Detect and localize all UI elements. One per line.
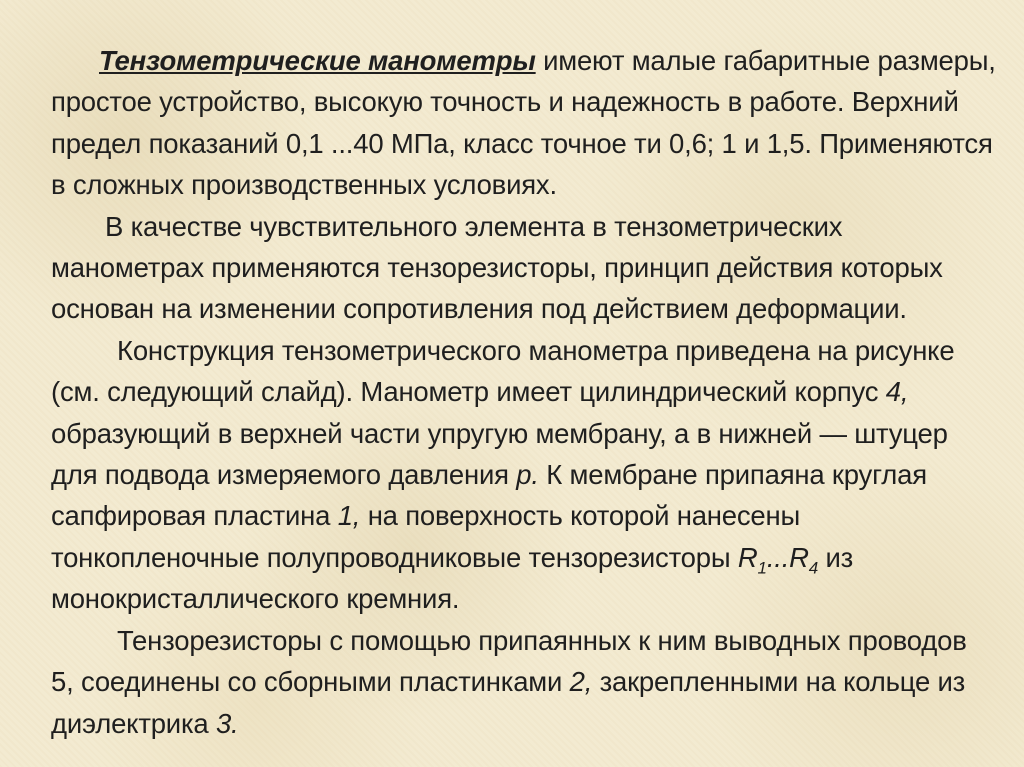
paragraph-3-part-a: Конструкция тензометрического манометра приведена на рисунке (см. следующий слайд). Манометр имеет цилиндрический корпус (51, 334, 955, 408)
paragraph-4-part-b: закрепленными на кольце из диэлектрика (51, 666, 966, 739)
resistor-subscript-4: 4 (808, 558, 819, 578)
slide-text-block (51, 40, 996, 744)
resistor-symbol-r: R (737, 541, 758, 573)
paragraph-3 (51, 330, 996, 620)
paragraph-3-part-e: из монокристаллического кремния. (51, 541, 854, 615)
paragraph-3-part-d: на поверхность которой нанесены тонкопленочные полупроводниковые тензорезисторы (51, 500, 801, 573)
paragraph-2-text: В качестве чувствительного элемента в тензометрических манометрах применяются тензорезисторы, принцип действия которых основан на изменении сопротивления под действием деформации. (51, 210, 943, 325)
ref-number-1: 1, (337, 500, 361, 532)
paragraph-1-text: имеют малые габаритные размеры, простое устройство, высокую точность и надежность в работе. Верхний предел показаний 0,1 ...40 МПа, класс точное ти 0,6; 1 и 1,5. Применяются в сложных производственных условиях. (51, 45, 996, 201)
paragraph-3-part-c: К мембране припаяна круглая сапфировая пластина (51, 459, 927, 532)
paragraph-2 (51, 206, 996, 330)
resistor-subscript-1: 1 (757, 558, 767, 578)
paragraph-4-part-a: Тензорезисторы с помощью припаянных к ним выводных проводов 5, соединены со сборными пластинками (51, 624, 967, 698)
resistor-range-dots: ...R (766, 541, 809, 573)
paragraph-1 (51, 40, 996, 206)
paragraph-3-part-b: образующий в верхней части упругую мембрану, а в нижней — штуцер для подвода измеряемого давления (51, 417, 948, 491)
ref-number-4: 4, (885, 376, 909, 408)
paragraph-4 (51, 620, 996, 744)
pressure-symbol: р. (516, 459, 539, 491)
ref-number-3: 3. (215, 707, 239, 739)
ref-number-2: 2, (569, 666, 593, 698)
term-tensometric-manometers: Тензометрические манометры (99, 45, 536, 76)
